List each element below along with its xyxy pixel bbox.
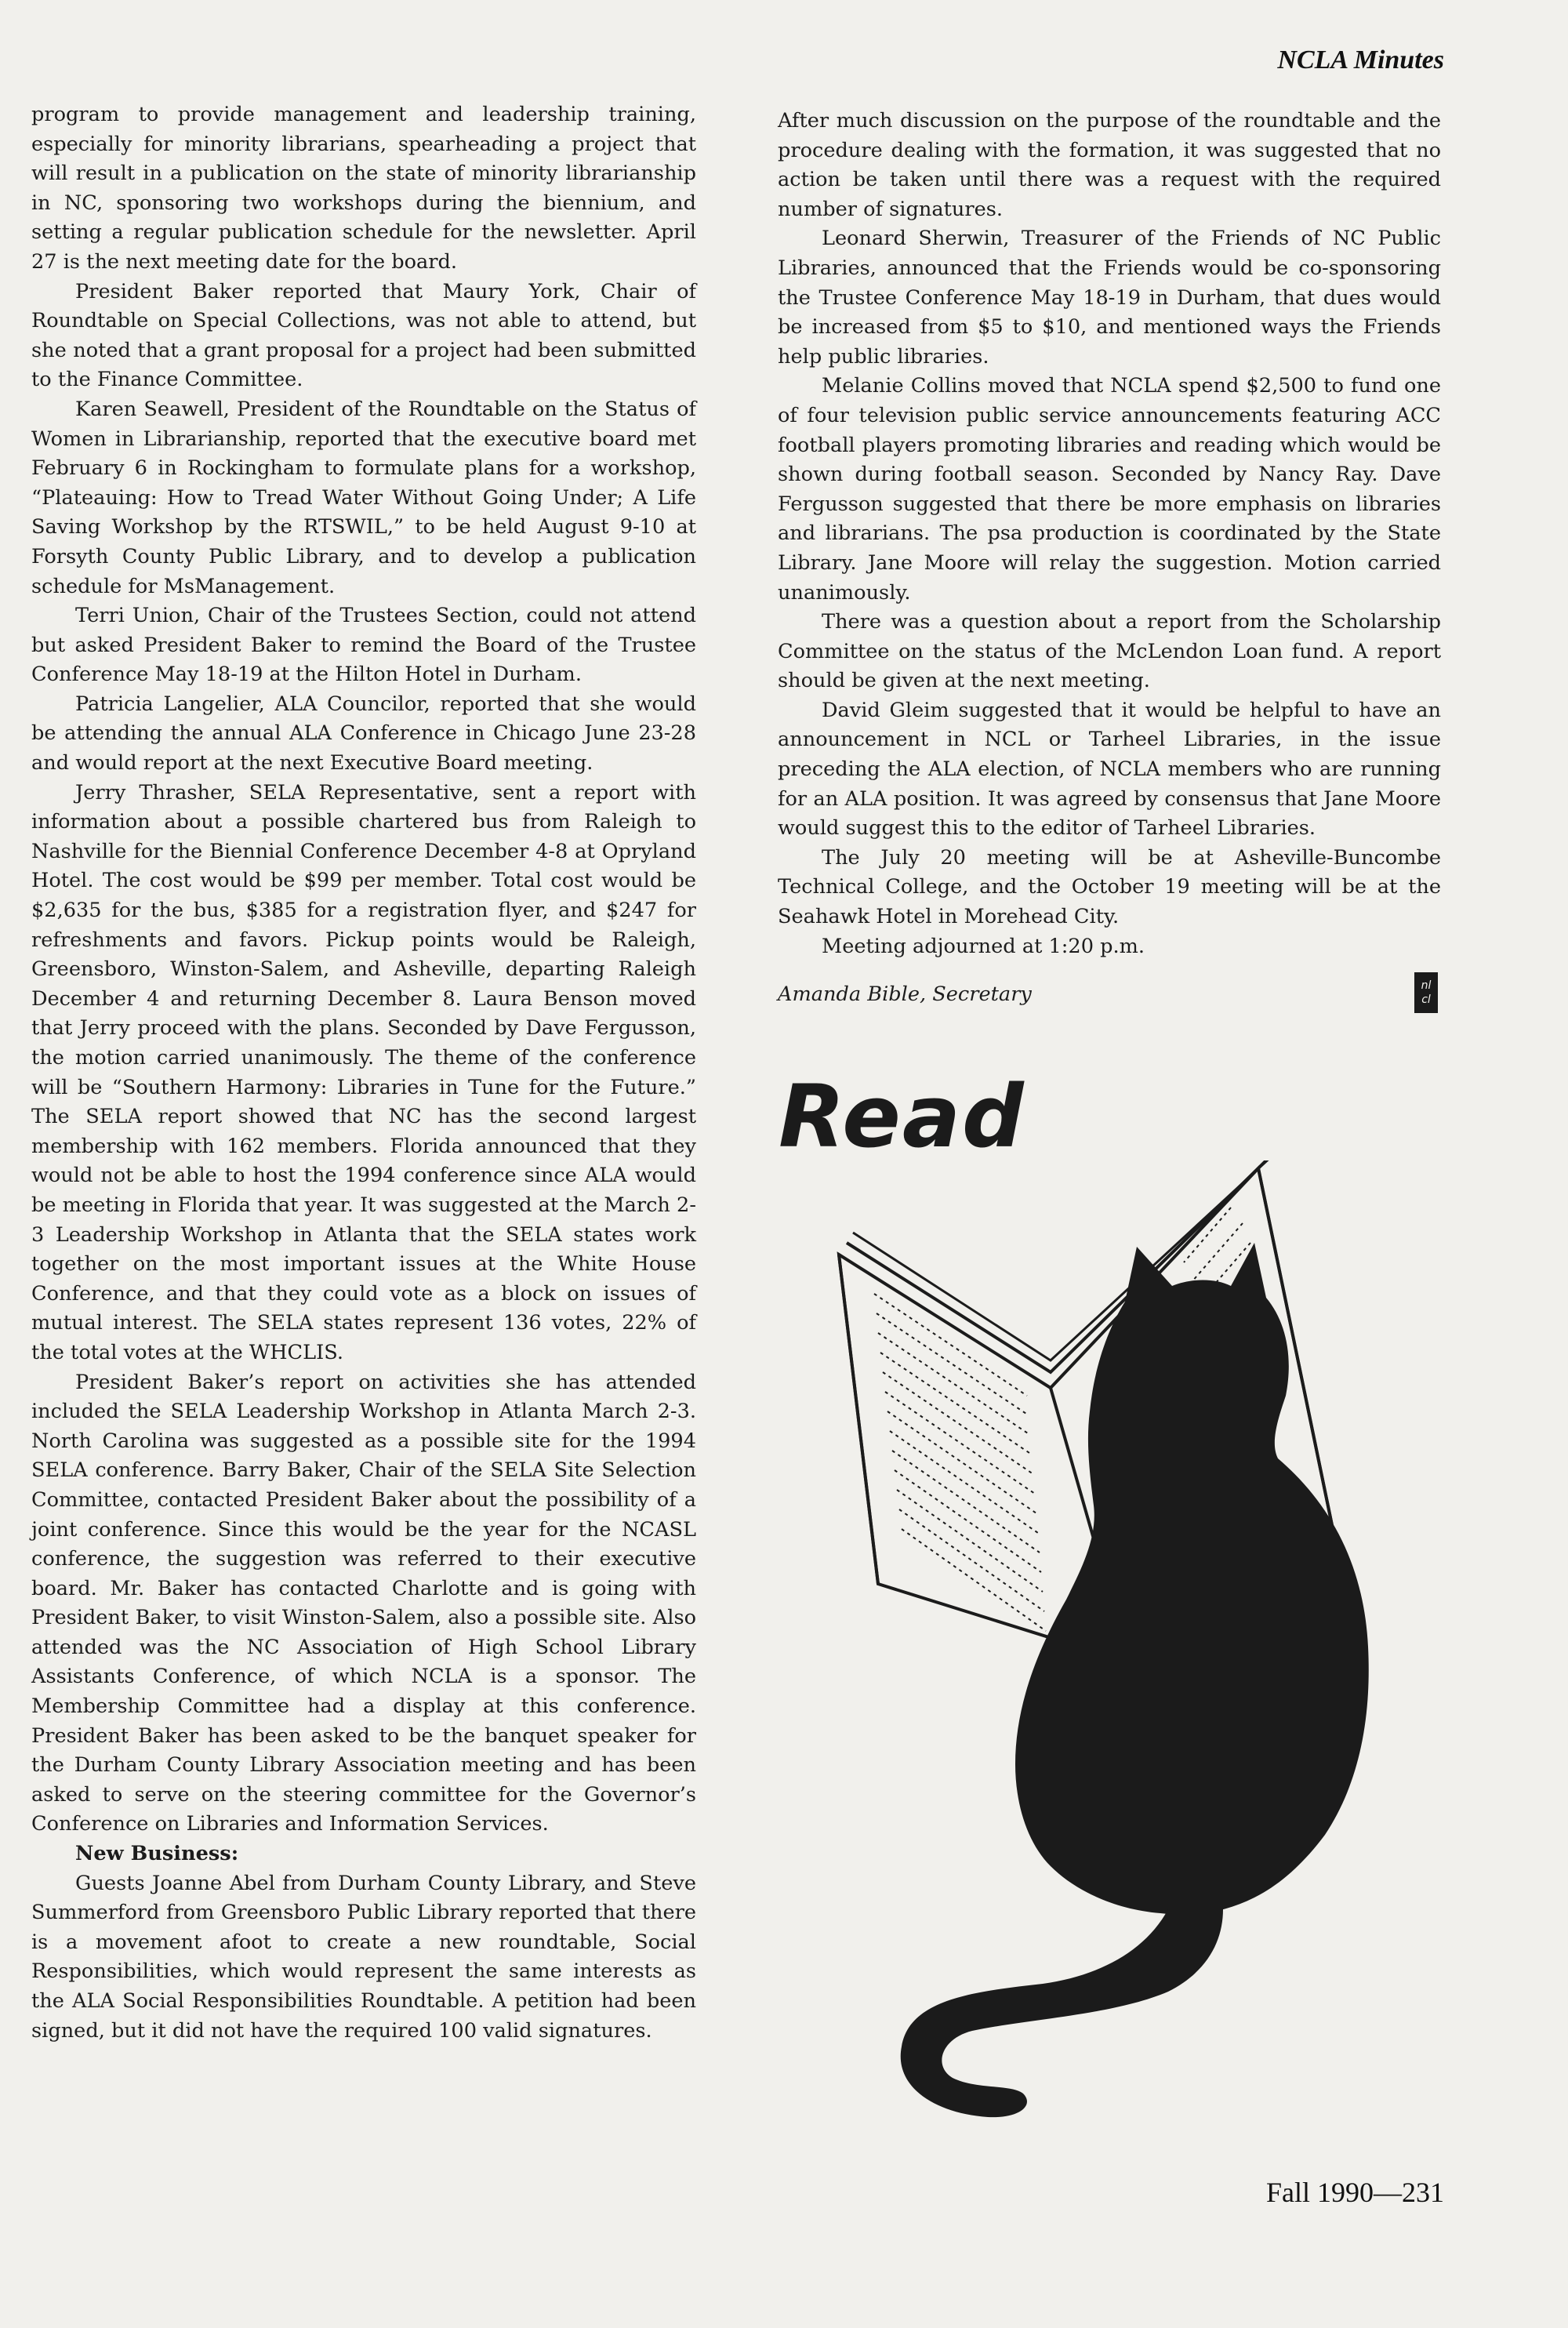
paragraph: program to provide management and leadership training, especially for minority librarians, spearheading a project that will result in a publication on the state of minority librarianship in NC, sponsoring two workshops during the biennium, and setting a regular publication schedule for the newsletter. April 27 is the next meeting date for the board. (31, 103, 696, 274)
paragraph: President Baker’s report on activities she has attended included the SELA Leadership Workshop in Atlanta March 2-3. North Carolina was suggested as a possible site for the 1994 SELA conference. Barry Baker, Chair of the SELA Site Selection Committee, contacted President Baker about the possibility of a joint conference. Since this would be the year for the NCASL conference, the suggestion was referred to their executive board. Mr. Baker has contacted Charlotte and is going with President Baker, to visit Winston-Salem, also a possible site. Also attended was the NC Association of High School Library Assistants Conference, of which NCLA is a sponsor. The Membership Committee had a display at this conference. President Baker has been asked to be the banquet speaker for the Durham County Library Association meeting and has been asked to serve on the steering committee for the Governor’s Conference on Libraries and Information Services. (31, 1370, 696, 1836)
paragraph: Patricia Langelier, ALA Councilor, reported that she would be attending the annual ALA Conference in Chicago June 23-28 and would report at the next Executive Board meeting. (31, 692, 696, 775)
left-column (31, 100, 696, 2046)
paragraph: President Baker reported that Maury York, Chair of Roundtable on Special Collections, was not able to attend, but she noted that a grant proposal for a project had been submitted to the Finance Committee. (31, 279, 696, 392)
paragraph: Karen Seawell, President of the Roundtable on the Status of Women in Librarianship, reported that the executive board met February 6 in Rockingham to formulate plans for a workshop, “Plateauing: How to Tread Water Without Going Under; A Life Saving Workshop by the RTSWIL,” to be held August 9-10 at Forsyth County Public Library, and to develop a publication schedule for MsManagement. (31, 397, 696, 598)
signature-text: Amanda Bible, Secretary (778, 982, 1032, 1007)
ncla-logo-icon: nl cl (1414, 972, 1438, 1013)
paragraph: Terri Union, Chair of the Trustees Section, could not attend but asked President Baker to remind the Board of the Trustee Conference May 18-19 at the Hilton Hotel in Durham. (31, 604, 696, 687)
running-header: NCLA Minutes (1277, 45, 1444, 74)
secretary-signature (778, 980, 1441, 1010)
paragraph: Guests Joanne Abel from Durham County Library, and Steve Summerford from Greensboro Public Library reported that there is a movement afoot to create a new roundtable, Social Responsibilities, which would represent the same interests as the ALA Social Responsibilities Roundtable. A petition had been signed, but it did not have the required 100 valid signatures. (31, 1871, 696, 2043)
paragraph: Meeting adjourned at 1:20 p.m. (822, 934, 1145, 958)
page-footer: Fall 1990—231 (1265, 2177, 1444, 2208)
cat-reading-book-icon (815, 1160, 1411, 2128)
paragraph: The July 20 meeting will be at Asheville-Buncombe Technical College, and the October 19 meeting will be at the Seahawk Hotel in Morehead City. (778, 845, 1441, 929)
right-column (778, 107, 1441, 1010)
paragraph: After much discussion on the purpose of the roundtable and the procedure dealing with the formation, it was suggested that no action be taken until there was a request with the required number of signatures. (778, 109, 1441, 221)
paragraph: Leonard Sherwin, Treasurer of the Friends of NC Public Libraries, announced that the Friends would be co-sponsoring the Trustee Conference May 18-19 in Durham, that dues would be increased from $5 to $10, and mentioned ways the Friends help public libraries. (778, 227, 1441, 369)
paragraph: Jerry Thrasher, SELA Representative, sent a report with information about a possible chartered bus from Raleigh to Nashville for the Biennial Conference December 4-8 at Opryland Hotel. The cost would be $99 per member. Total cost would be $2,635 for the bus, $385 for a registration flyer, and $247 for refreshments and favors. Pickup points would be Raleigh, Greensboro, Winston-Salem, and Asheville, departing Raleigh December 4 and returning December 8. Laura Benson moved that Jerry proceed with the plans. Seconded by Dave Fergusson, the motion carried unanimously. The theme of the conference will be “Southern Harmony: Libraries in Tune for the Future.” The SELA report showed that NC has the second largest membership with 162 members. Florida announced that they would not be able to host the 1994 conference since ALA would be meeting in Florida that year. It was suggested at the March 2-3 Leadership Workshop in Atlanta that the SELA states work together on the most important issues at the White House Conference, and that they could vote as a block on issues of mutual interest. The SELA states represent 136 votes, 22% of the total votes at the WHCLIS. (31, 780, 696, 1364)
section-heading-new-business: New Business: (75, 1842, 239, 1866)
paragraph: There was a question about a report from the Scholarship Committee on the status of the McLendon Loan fund. A report should be given at the next meeting. (778, 610, 1441, 693)
paragraph: Melanie Collins moved that NCLA spend $2,500 to fund one of four television public service announcements featuring ACC football players promoting libraries and reading which would be shown during football season. Seconded by Nancy Ray. Dave Fergusson suggested that there be more emphasis on libraries and librarians. The psa production is coordinated by the State Library. Jane Moore will relay the suggestion. Motion carried unanimously. (778, 374, 1441, 605)
paragraph: David Gleim suggested that it would be helpful to have an announcement in NCL or Tarheel Libraries, in the issue preceding the ALA election, of NCLA members who are running for an ALA position. It was agreed by consensus that Jane Moore would suggest this to the editor of Tarheel Libraries. (778, 698, 1441, 841)
read-headline: Read (779, 1066, 1025, 1167)
